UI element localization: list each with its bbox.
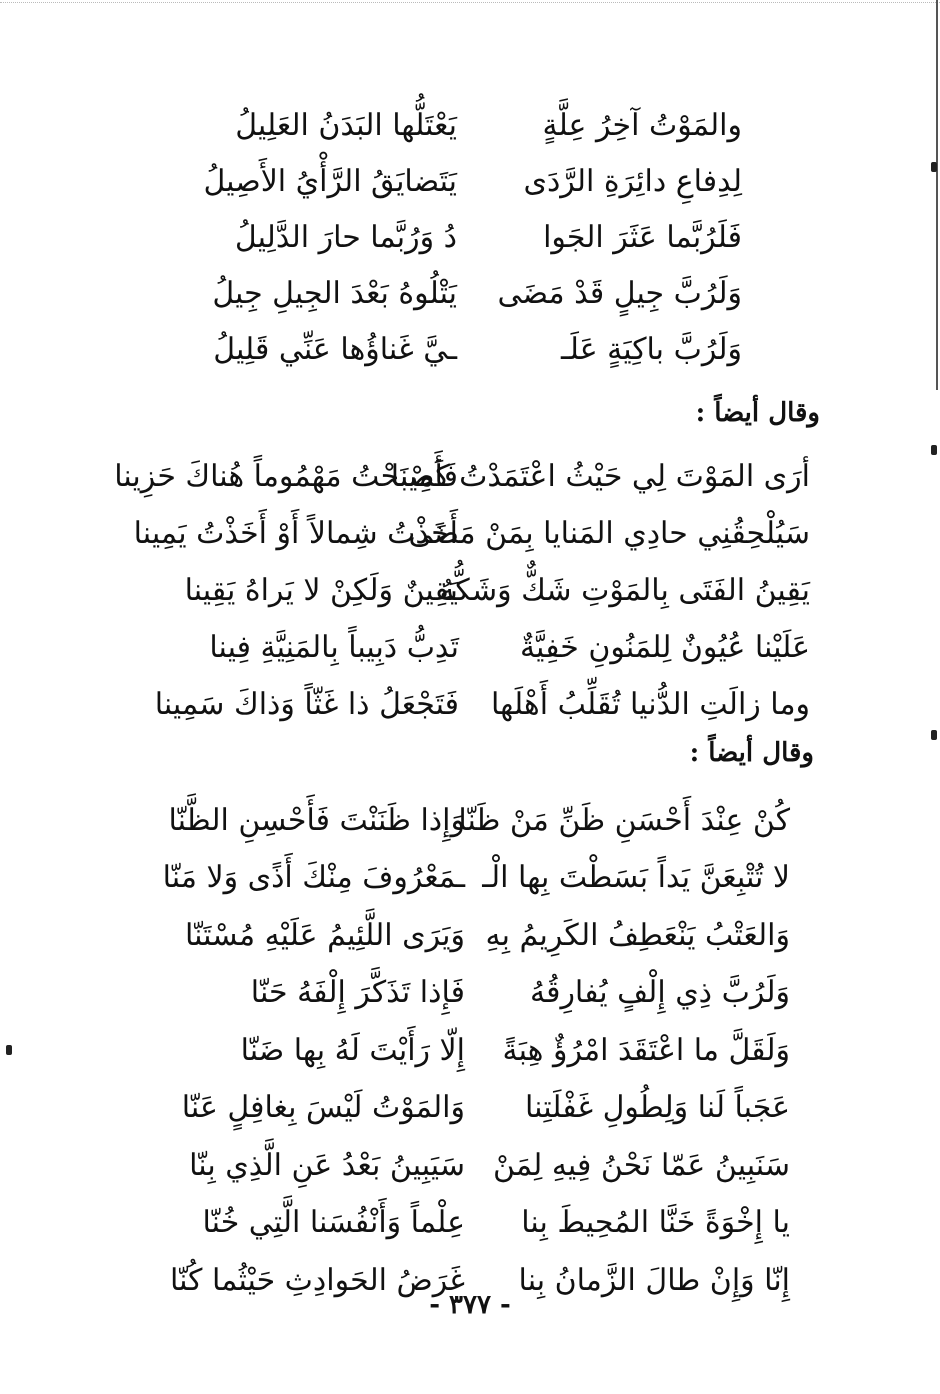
second-hemistich: إِلّا رَأَيْتَ لَهُ بِها ضَنّا [240, 1032, 465, 1068]
verse-line [202, 98, 742, 154]
verse-line [133, 505, 810, 562]
second-hemistich: يَتَضايَقُ الرَّأْيُ الأَصِيلُ [203, 164, 457, 199]
first-hemistich: سَيُلْحِقُنِي حادِي المَنايا بِمَنْ مَضَى [408, 515, 810, 551]
second-hemistich: يَعْتَلُّها البَدَنُ العَلِيلُ [235, 108, 457, 143]
second-hemistich: وَإِذا ظَنَنْتَ فَأَحْسِنِ الظَّنّا [168, 802, 465, 838]
second-hemistich: وَيَرَى اللَّئِيمُ عَلَيْهِ مُسْتَنّا [184, 917, 465, 953]
first-hemistich: عَجَباً لَنا وَلِطُولِ غَفْلَتِنا [525, 1090, 790, 1126]
verse-line [160, 1022, 790, 1080]
scan-mark [931, 730, 937, 740]
second-hemistich: دُ وَرُبَّما حارَ الدَّلِيلُ [234, 220, 457, 255]
verse-line [160, 965, 790, 1023]
poem-1 [202, 98, 742, 378]
second-hemistich: ـيَّ غَناؤُها عَنِّي قَلِيلُ [213, 332, 457, 367]
first-hemistich: عَلَيْنا عُيُونٌ لِلمَنُونِ خَفِيَّةٌ [519, 629, 810, 665]
first-hemistich: وَالعَتْبُ يَنْعَطِفُ الكَرِيمُ بِهِ [485, 917, 790, 953]
scan-mark [931, 445, 937, 455]
first-hemistich: وَلَقَلَّ ما اعْتَقَدَ امْرُؤٌ هِبَةً [502, 1032, 790, 1068]
second-hemistich: عِلْماً وَأَنْفُسَنا الَّتِي خُنّا [202, 1205, 465, 1241]
poem-3 [160, 792, 790, 1310]
first-hemistich: أرَى المَوْتَ لِي حَيْثُ اعْتَمَدْتُ كَمِينا [390, 458, 810, 494]
verse-line [160, 1137, 790, 1195]
second-hemistich: فَإِذا تَذَكَّرَ إِلْفَهُ حَنّا [250, 975, 465, 1011]
first-hemistich: وما زالَتِ الدُّنيا تُقَلِّبُ أَهْلَها [491, 686, 810, 722]
verse-line [160, 1195, 790, 1253]
verse-line [114, 448, 810, 505]
verse-line [160, 850, 790, 908]
second-hemistich: غَرَضُ الحَوادِثِ حَيْثُما كُنّا [169, 1262, 465, 1298]
page-edge-line [936, 0, 938, 390]
second-hemistich: يَقِينٌ وَلَكِنْ لا يَراهُ يَقِينا [184, 572, 458, 608]
verse-line [150, 619, 810, 676]
first-hemistich: لِدِفاعِ دائِرَةِ الرَّدَى [523, 164, 742, 199]
second-hemistich: يَتْلُوهُ بَعْدَ الجِيلِ جِيلُ [212, 276, 457, 311]
first-hemistich: كُنْ عِنْدَ أَحْسَنِ ظَنِّ مَنْ ظَنّا [458, 802, 790, 838]
section-heading: وقال أيضاً : [695, 398, 820, 428]
second-hemistich: ـمَعْرُوفَ مِنْكَ أَذًى وَلا مَنّا [162, 860, 465, 896]
first-hemistich: وَلَرُبَّ جِيلٍ قَدْ مَضَى [497, 276, 742, 311]
scan-mark [931, 162, 937, 172]
first-hemistich: سَنَبِينُ عَمّا نَحْنُ فِيهِ لِمَنْ [492, 1147, 790, 1183]
scan-mark [6, 1045, 12, 1055]
verse-line [202, 154, 742, 210]
verse-line [160, 907, 790, 965]
verse-line [160, 792, 790, 850]
section-heading: وقال أيضاً : [689, 738, 814, 768]
verse-line [160, 1080, 790, 1138]
first-hemistich: وَلَرُبَّ ذِي إِلْفٍ يُفارِقُهُ [530, 975, 790, 1011]
second-hemistich: سَيَبِينُ بَعْدُ عَنِ الَّذِي بِنّا [189, 1147, 465, 1183]
first-hemistich: يَقِينُ الفَتَى بِالمَوْتِ شَكٌّ وَشَكُّهُ [439, 572, 810, 608]
second-hemistich: أَخَذْتُ شِمالاً أَوْ أَخَذْتُ يَمِينا [133, 515, 458, 551]
verse-line [150, 562, 810, 619]
first-hemistich: والمَوْتُ آخِرُ عِلَّةٍ [542, 108, 742, 143]
top-scan-rule [0, 2, 940, 3]
poem-2 [114, 448, 810, 733]
second-hemistich: تَدِبُّ دَبِيباً بِالمَنِيَّةِ فِينا [209, 629, 460, 665]
first-hemistich: إِنّا وَإِنْ طالَ الزَّمانُ بِنا [518, 1262, 790, 1298]
verse-line [202, 210, 742, 266]
second-hemistich: فَتَجْعَلُ ذا غَثّاً وَذاكَ سَمِينا [154, 686, 460, 722]
first-hemistich: يا إِخْوَةً خَنَّا المُحِيطَ بِنا [521, 1205, 790, 1241]
verse-line [202, 266, 742, 322]
first-hemistich: وَلَرُبَّ باكِيَةٍ عَلَـ [560, 332, 742, 367]
first-hemistich: فَلَرُبَّما عَثَرَ الجَوا [543, 220, 742, 255]
second-hemistich: فَأَصْبَحْتُ مَهْمُوماً هُناكَ حَزِينا [114, 458, 458, 494]
page-number: - ٣٧٧ - [429, 1290, 511, 1320]
verse-line [202, 322, 742, 378]
second-hemistich: وَالمَوْتُ لَيْسَ بِغافِلٍ عَنّا [181, 1090, 465, 1126]
verse-line [150, 676, 810, 733]
first-hemistich: لا تُتْبِعَنَّ يَداً بَسَطْتَ بِها الْـ [482, 860, 790, 896]
